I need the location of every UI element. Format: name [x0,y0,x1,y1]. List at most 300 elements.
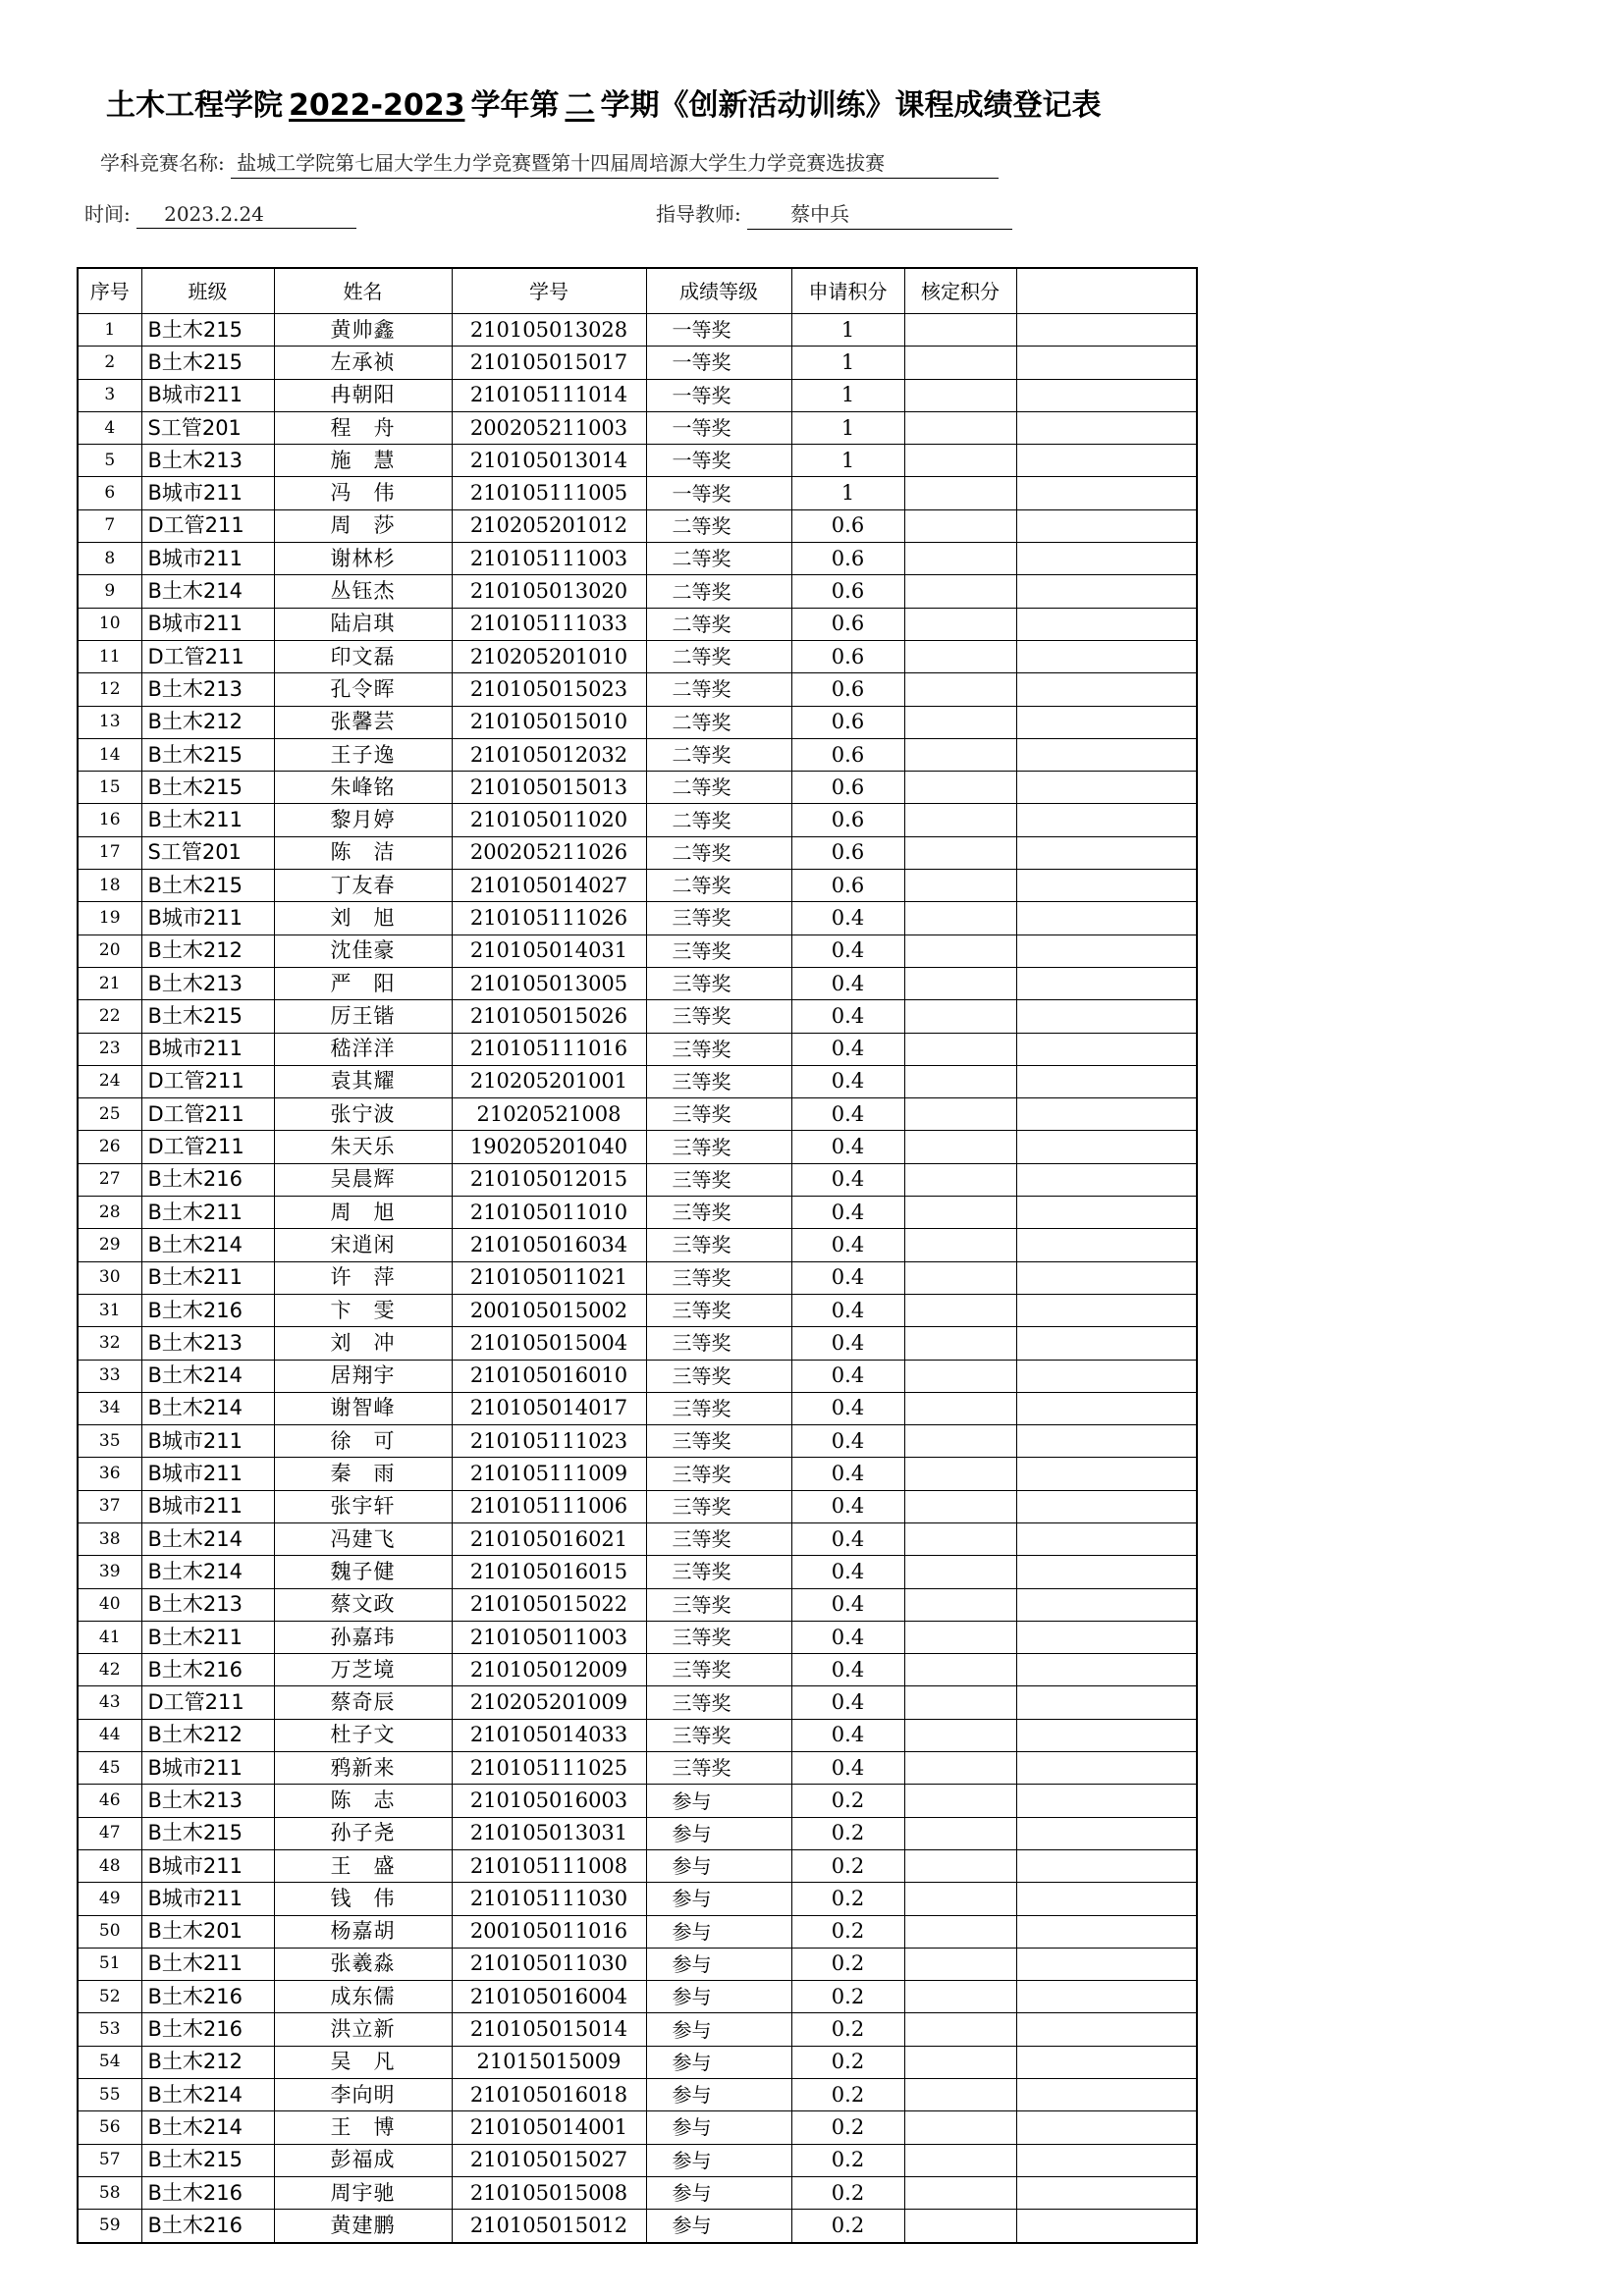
cell-grade: 三等奖 [646,1588,791,1621]
cell-class: B土木216 [141,1294,274,1326]
cell-grade: 二等奖 [646,804,791,836]
cell-class: D工管211 [141,1131,274,1163]
cell-approved-credit [904,934,1016,967]
table-row [78,1392,1197,1424]
cell-blank [1016,1261,1197,1294]
cell-name: 张羲淼 [274,1948,452,1980]
cell-approved-credit [904,1197,1016,1229]
cell-applied-credit: 0.4 [791,934,904,967]
cell-grade: 三等奖 [646,1360,791,1392]
cell-approved-credit [904,1785,1016,1817]
cell-index: 29 [78,1229,141,1261]
cell-class: B土木214 [141,2079,274,2111]
cell-blank [1016,2176,1197,2209]
cell-applied-credit: 1 [791,445,904,477]
cell-applied-credit: 0.4 [791,1033,904,1065]
cell-index: 51 [78,1948,141,1980]
cell-index: 47 [78,1817,141,1849]
cell-student-id: 210105011003 [452,1621,646,1653]
cell-index: 57 [78,2144,141,2176]
cell-applied-credit: 0.4 [791,1425,904,1458]
cell-approved-credit [904,1849,1016,1882]
cell-name: 黎月婷 [274,804,452,836]
cell-class: B土木216 [141,2210,274,2243]
cell-index: 28 [78,1197,141,1229]
cell-name: 王 盛 [274,1849,452,1882]
table-row [78,1981,1197,2013]
cell-class: B土木213 [141,1588,274,1621]
cell-name: 陆启琪 [274,608,452,640]
cell-grade: 三等奖 [646,1686,791,1719]
cell-blank [1016,575,1197,608]
cell-student-id: 210105012009 [452,1654,646,1686]
cell-grade: 三等奖 [646,1458,791,1490]
cell-name: 李向明 [274,2079,452,2111]
cell-blank [1016,1719,1197,1751]
competition-field [100,147,999,179]
table-row [78,1458,1197,1490]
cell-blank [1016,2079,1197,2111]
cell-blank [1016,2144,1197,2176]
cell-student-id: 210105015017 [452,347,646,379]
cell-applied-credit: 1 [791,379,904,411]
cell-grade: 二等奖 [646,706,791,738]
cell-student-id: 210105013014 [452,445,646,477]
cell-name: 沈佳豪 [274,934,452,967]
table-row [78,1490,1197,1522]
cell-grade: 三等奖 [646,1197,791,1229]
title-year: 2022-2023 [289,88,465,123]
cell-index: 8 [78,543,141,575]
cell-student-id: 210105011010 [452,1197,646,1229]
cell-approved-credit [904,1719,1016,1751]
cell-grade: 参与 [646,1883,791,1915]
cell-name: 许 萍 [274,1261,452,1294]
cell-applied-credit: 0.4 [791,1000,904,1033]
cell-grade: 二等奖 [646,640,791,672]
cell-grade: 参与 [646,1948,791,1980]
cell-approved-credit [904,967,1016,999]
cell-student-id: 210105015013 [452,772,646,804]
cell-blank [1016,1360,1197,1392]
cell-index: 34 [78,1392,141,1424]
table-row [78,2210,1197,2243]
cell-student-id: 190205201040 [452,1131,646,1163]
cell-grade: 三等奖 [646,1392,791,1424]
cell-grade: 三等奖 [646,1752,791,1785]
cell-blank [1016,934,1197,967]
cell-approved-credit [904,1098,1016,1131]
table-row [78,1000,1197,1033]
cell-index: 38 [78,1522,141,1555]
cell-index: 20 [78,934,141,967]
cell-name: 谢智峰 [274,1392,452,1424]
cell-approved-credit [904,1065,1016,1097]
cell-applied-credit: 0.4 [791,1065,904,1097]
cell-blank [1016,1065,1197,1097]
cell-class: B土木211 [141,1261,274,1294]
cell-blank [1016,1915,1197,1948]
cell-blank [1016,608,1197,640]
cell-grade: 二等奖 [646,608,791,640]
cell-applied-credit: 0.4 [791,1719,904,1751]
table-row [78,1588,1197,1621]
title-prefix: 土木工程学院 [106,88,283,123]
cell-applied-credit: 0.2 [791,1849,904,1882]
cell-class: B土木211 [141,1621,274,1653]
cell-grade: 三等奖 [646,1033,791,1065]
cell-grade: 三等奖 [646,1131,791,1163]
cell-class: B土木215 [141,870,274,902]
cell-grade: 二等奖 [646,509,791,542]
cell-student-id: 210105111025 [452,1752,646,1785]
cell-name: 成东儒 [274,1981,452,2013]
cell-grade: 一等奖 [646,477,791,509]
cell-student-id: 210205201010 [452,640,646,672]
date-value: 2023.2.24 [136,202,356,229]
cell-student-id: 210105013020 [452,575,646,608]
cell-student-id: 210105111008 [452,1849,646,1882]
cell-grade: 三等奖 [646,934,791,967]
cell-name: 陈 志 [274,1785,452,1817]
table-row [78,509,1197,542]
cell-index: 6 [78,477,141,509]
cell-blank [1016,1752,1197,1785]
cell-grade: 三等奖 [646,1229,791,1261]
cell-applied-credit: 0.4 [791,1752,904,1785]
cell-blank [1016,2111,1197,2144]
cell-student-id: 210205201001 [452,1065,646,1097]
cell-approved-credit [904,2210,1016,2243]
cell-applied-credit: 0.4 [791,1556,904,1588]
cell-applied-credit: 0.4 [791,1522,904,1555]
cell-index: 11 [78,640,141,672]
table-body [78,314,1197,2243]
cell-name: 孔令晖 [274,673,452,706]
cell-blank [1016,1556,1197,1588]
header-grade: 成绩等级 [646,268,791,314]
cell-name: 黄帅鑫 [274,314,452,347]
table-row [78,608,1197,640]
cell-class: B土木213 [141,967,274,999]
cell-applied-credit: 0.4 [791,1392,904,1424]
cell-class: B土木216 [141,1163,274,1196]
cell-student-id: 210105015026 [452,1000,646,1033]
cell-approved-credit [904,543,1016,575]
table-row [78,2079,1197,2111]
cell-student-id: 210105015010 [452,706,646,738]
cell-blank [1016,1000,1197,1033]
cell-class: B土木211 [141,1197,274,1229]
cell-applied-credit: 0.6 [791,608,904,640]
cell-blank [1016,1621,1197,1653]
cell-class: B城市211 [141,1458,274,1490]
table-row [78,836,1197,869]
cell-class: B城市211 [141,1752,274,1785]
cell-blank [1016,1229,1197,1261]
cell-applied-credit: 0.4 [791,1131,904,1163]
cell-student-id: 210105016003 [452,1785,646,1817]
cell-name: 朱天乐 [274,1131,452,1163]
cell-grade: 二等奖 [646,836,791,869]
table-row [78,1883,1197,1915]
cell-applied-credit: 1 [791,477,904,509]
cell-student-id: 21015015009 [452,2046,646,2078]
cell-blank [1016,543,1197,575]
header-class: 班级 [141,268,274,314]
cell-index: 26 [78,1131,141,1163]
cell-name: 王 博 [274,2111,452,2144]
cell-class: B土木214 [141,1556,274,1588]
table-row [78,1785,1197,1817]
cell-approved-credit [904,706,1016,738]
grade-table [77,267,1198,2244]
cell-name: 周 莎 [274,509,452,542]
cell-index: 27 [78,1163,141,1196]
cell-class: B土木216 [141,1654,274,1686]
cell-class: B城市211 [141,608,274,640]
cell-applied-credit: 0.4 [791,1621,904,1653]
table-row [78,2013,1197,2046]
cell-approved-credit [904,1686,1016,1719]
cell-name: 吴 凡 [274,2046,452,2078]
cell-class: B城市211 [141,1490,274,1522]
cell-approved-credit [904,673,1016,706]
cell-name: 周宇驰 [274,2176,452,2209]
cell-grade: 三等奖 [646,1065,791,1097]
cell-index: 17 [78,836,141,869]
cell-blank [1016,379,1197,411]
cell-blank [1016,640,1197,672]
table-row [78,477,1197,509]
cell-name: 刘 旭 [274,902,452,934]
cell-blank [1016,1392,1197,1424]
competition-value: 盐城工学院第七届大学生力学竞赛暨第十四届周培源大学生力学竞赛选拔赛 [231,147,999,179]
cell-class: S工管201 [141,836,274,869]
table-row [78,934,1197,967]
cell-grade: 二等奖 [646,870,791,902]
cell-applied-credit: 0.2 [791,2111,904,2144]
cell-index: 12 [78,673,141,706]
table-row [78,1719,1197,1751]
cell-name: 陈 洁 [274,836,452,869]
cell-name: 徐 可 [274,1425,452,1458]
table-row [78,347,1197,379]
title-mid: 学年第 [470,88,560,123]
cell-applied-credit: 0.4 [791,1163,904,1196]
cell-student-id: 210105016021 [452,1522,646,1555]
cell-grade: 参与 [646,2144,791,2176]
cell-grade: 三等奖 [646,1556,791,1588]
cell-name: 施 慧 [274,445,452,477]
teacher-value: 蔡中兵 [747,198,1012,230]
cell-index: 10 [78,608,141,640]
cell-class: B城市211 [141,379,274,411]
cell-blank [1016,314,1197,347]
table-row [78,870,1197,902]
cell-approved-credit [904,509,1016,542]
cell-approved-credit [904,1588,1016,1621]
cell-class: B土木216 [141,1981,274,2013]
cell-approved-credit [904,1131,1016,1163]
table-row [78,640,1197,672]
cell-name: 孙嘉玮 [274,1621,452,1653]
cell-student-id: 21020521008 [452,1098,646,1131]
cell-student-id: 210105015012 [452,2210,646,2243]
cell-grade: 参与 [646,2046,791,2078]
cell-applied-credit: 0.4 [791,1686,904,1719]
cell-index: 16 [78,804,141,836]
cell-class: B土木212 [141,934,274,967]
cell-blank [1016,2210,1197,2243]
cell-blank [1016,2013,1197,2046]
table-row [78,411,1197,444]
cell-grade: 三等奖 [646,1621,791,1653]
cell-class: B土木215 [141,314,274,347]
cell-class: B城市211 [141,902,274,934]
cell-applied-credit: 0.6 [791,706,904,738]
cell-class: B城市211 [141,1849,274,1882]
cell-index: 4 [78,411,141,444]
cell-student-id: 210105015014 [452,2013,646,2046]
cell-student-id: 210105013005 [452,967,646,999]
cell-student-id: 210105016018 [452,2079,646,2111]
cell-applied-credit: 0.4 [791,1229,904,1261]
cell-name: 冯建飞 [274,1522,452,1555]
cell-student-id: 210105014017 [452,1392,646,1424]
cell-blank [1016,1197,1197,1229]
cell-approved-credit [904,1327,1016,1360]
cell-grade: 三等奖 [646,1327,791,1360]
cell-student-id: 200105015002 [452,1294,646,1326]
cell-index: 15 [78,772,141,804]
table-row [78,1033,1197,1065]
cell-grade: 三等奖 [646,1261,791,1294]
cell-applied-credit: 0.6 [791,738,904,771]
cell-blank [1016,870,1197,902]
table-row [78,1849,1197,1882]
cell-index: 37 [78,1490,141,1522]
cell-name: 丛钰杰 [274,575,452,608]
cell-grade: 三等奖 [646,902,791,934]
cell-grade: 三等奖 [646,1098,791,1131]
cell-blank [1016,1098,1197,1131]
date-label: 时间: [84,202,131,226]
cell-class: B土木212 [141,706,274,738]
table-row [78,445,1197,477]
cell-index: 48 [78,1849,141,1882]
cell-grade: 参与 [646,2013,791,2046]
cell-approved-credit [904,1621,1016,1653]
cell-index: 45 [78,1752,141,1785]
cell-index: 5 [78,445,141,477]
cell-applied-credit: 0.2 [791,2176,904,2209]
cell-index: 2 [78,347,141,379]
cell-blank [1016,1817,1197,1849]
cell-student-id: 210105011020 [452,804,646,836]
cell-index: 36 [78,1458,141,1490]
cell-index: 23 [78,1033,141,1065]
cell-name: 孙子尧 [274,1817,452,1849]
cell-applied-credit: 0.4 [791,1098,904,1131]
cell-index: 59 [78,2210,141,2243]
cell-student-id: 210105011030 [452,1948,646,1980]
cell-grade: 参与 [646,1817,791,1849]
cell-blank [1016,347,1197,379]
table-row [78,738,1197,771]
table-row [78,575,1197,608]
cell-class: B土木215 [141,772,274,804]
cell-blank [1016,967,1197,999]
cell-index: 18 [78,870,141,902]
cell-name: 洪立新 [274,2013,452,2046]
table-row [78,967,1197,999]
cell-applied-credit: 0.6 [791,804,904,836]
cell-blank [1016,1686,1197,1719]
cell-grade: 一等奖 [646,411,791,444]
cell-blank [1016,804,1197,836]
cell-applied-credit: 0.4 [791,1261,904,1294]
cell-applied-credit: 0.2 [791,1785,904,1817]
cell-grade: 二等奖 [646,738,791,771]
cell-student-id: 210105013028 [452,314,646,347]
cell-applied-credit: 0.4 [791,1360,904,1392]
cell-applied-credit: 0.2 [791,2079,904,2111]
cell-blank [1016,1785,1197,1817]
cell-index: 13 [78,706,141,738]
cell-approved-credit [904,1490,1016,1522]
cell-approved-credit [904,1522,1016,1555]
cell-grade: 二等奖 [646,772,791,804]
cell-index: 22 [78,1000,141,1033]
cell-grade: 三等奖 [646,1719,791,1751]
cell-applied-credit: 0.4 [791,902,904,934]
cell-applied-credit: 1 [791,411,904,444]
cell-student-id: 210105016015 [452,1556,646,1588]
cell-class: B城市211 [141,477,274,509]
cell-index: 53 [78,2013,141,2046]
teacher-field [656,198,1012,230]
cell-approved-credit [904,804,1016,836]
cell-approved-credit [904,1817,1016,1849]
cell-applied-credit: 0.6 [791,640,904,672]
cell-applied-credit: 0.4 [791,1294,904,1326]
cell-index: 50 [78,1915,141,1948]
cell-index: 21 [78,967,141,999]
cell-index: 39 [78,1556,141,1588]
cell-blank [1016,772,1197,804]
cell-approved-credit [904,1392,1016,1424]
cell-student-id: 210105111023 [452,1425,646,1458]
cell-index: 54 [78,2046,141,2078]
cell-class: B城市211 [141,543,274,575]
cell-name: 程 舟 [274,411,452,444]
cell-name: 魏子健 [274,1556,452,1588]
cell-student-id: 210105015008 [452,2176,646,2209]
cell-index: 19 [78,902,141,934]
cell-approved-credit [904,314,1016,347]
cell-applied-credit: 0.6 [791,543,904,575]
table-row [78,2144,1197,2176]
cell-applied-credit: 0.2 [791,2046,904,2078]
cell-name: 杨嘉胡 [274,1915,452,1948]
cell-class: B土木211 [141,1948,274,1980]
cell-grade: 参与 [646,1981,791,2013]
cell-applied-credit: 0.6 [791,575,904,608]
title-term: 二 [565,88,595,123]
teacher-label: 指导教师: [656,202,741,226]
cell-index: 33 [78,1360,141,1392]
